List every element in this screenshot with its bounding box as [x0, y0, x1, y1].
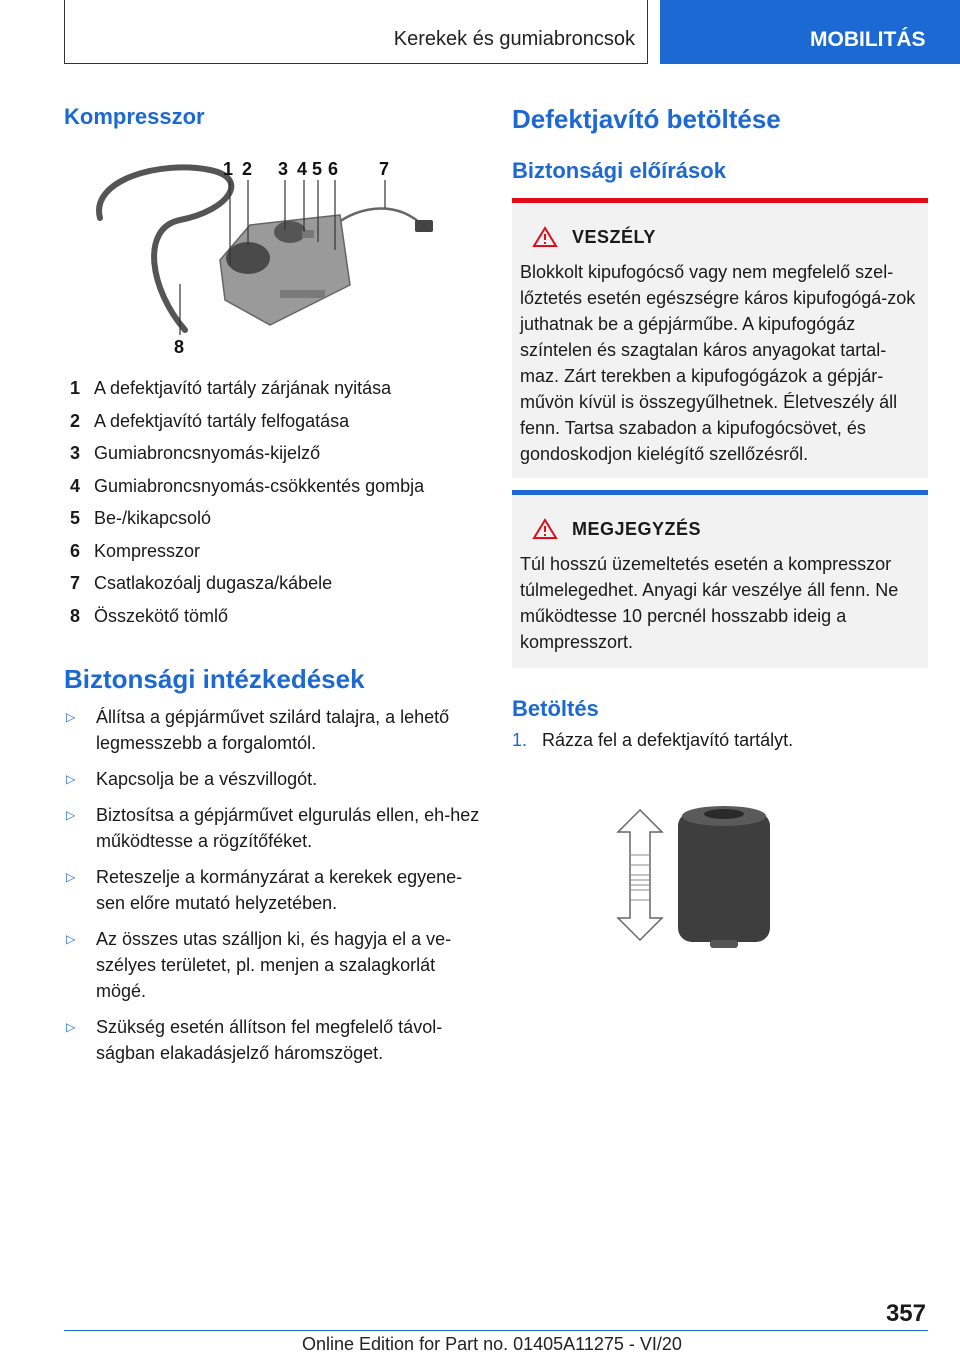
- figure-label-5: 5: [312, 159, 323, 179]
- legend-number: 3: [69, 443, 80, 463]
- legend-item: [64, 411, 484, 444]
- bullet-triangle-icon: ▷: [66, 932, 76, 946]
- figure-label-1: 1: [223, 159, 234, 179]
- legend-text: A defektjavító tartály felfogatása: [94, 410, 350, 431]
- danger-notice: [512, 198, 928, 478]
- header-tab-mobilitas: [660, 0, 960, 64]
- note-text: Túl hosszú üzemeltetés esetén a kompresszor túlmelegedhet. Anyagi kár veszélye áll fenn. Ne működtesse 10 percnél hosszabb ideig a kompresszort.: [520, 554, 899, 652]
- legend-number: 4: [69, 475, 80, 496]
- figure-label-6: 6: [328, 159, 339, 179]
- power-cable: [335, 208, 425, 228]
- figure-label-2: 2: [242, 159, 253, 179]
- bullet-item: [64, 766, 484, 792]
- note-title: MEGJEGYZÉS: [572, 518, 702, 539]
- bullet-item: [64, 802, 484, 854]
- legend-item: [64, 443, 484, 476]
- legend-number: 6: [69, 540, 80, 561]
- warning-triangle-icon: [532, 226, 558, 248]
- power-plug: [415, 220, 433, 232]
- legend-text: A defektjavító tartály zárjának nyitása: [94, 378, 392, 398]
- vent-slot: [280, 290, 325, 298]
- sealant-filling-heading: Defektjavító betöltése: [512, 104, 781, 134]
- legend-item: [64, 476, 484, 509]
- legend-number: 2: [69, 410, 80, 431]
- legend-text: Kompresszor: [94, 540, 201, 561]
- danger-title: VESZÉLY: [572, 226, 656, 247]
- step-text: Rázza fel a defektjavító tartályt.: [542, 730, 794, 750]
- figure-label-8: 8: [174, 337, 185, 357]
- footer-edition-text: Online Edition for Part no. 01405A11275 - VI/20: [302, 1334, 682, 1354]
- legend-number: 5: [69, 508, 80, 528]
- sealant-lock: [226, 242, 270, 274]
- bullet-triangle-icon: ▷: [66, 1020, 76, 1034]
- legend-number: 7: [69, 573, 80, 593]
- shake-bottle-illustration: [600, 800, 780, 950]
- connecting-hose: [99, 167, 231, 330]
- bullet-item: [64, 926, 484, 1004]
- note-notice-header: [532, 513, 920, 545]
- footer-divider: [64, 1330, 928, 1331]
- bullet-triangle-icon: ▷: [66, 710, 76, 724]
- bullet-item: [64, 704, 484, 756]
- step-number: 1.: [512, 730, 528, 750]
- legend-text: Be-/kikapcsoló: [94, 508, 212, 528]
- figure-label-7: 7: [379, 159, 390, 179]
- bullet-triangle-icon: ▷: [66, 808, 76, 822]
- legend-item: [64, 606, 484, 639]
- bullet-text: Szükség esetén állítson fel megfelelő távol-ságban elakadásjelző háromszöget.: [96, 1017, 443, 1063]
- compressor-heading: Kompresszor: [64, 104, 205, 129]
- bullet-item: [64, 1014, 484, 1066]
- header-tab-label: MOBILITÁS: [810, 28, 926, 51]
- figure-label-4: 4: [297, 159, 308, 179]
- legend-number: 8: [69, 605, 80, 626]
- danger-notice-header: [532, 221, 920, 253]
- bullet-text: Reteszelje a kormányzárat a kerekek egyene-sen előre mutató helyzetében.: [96, 867, 463, 913]
- legend-text: Csatlakozóalj dugasza/kábele: [94, 573, 333, 593]
- header-section-title: Kerekek és gumiabroncsok: [393, 28, 635, 50]
- filling-heading: Betöltés: [512, 696, 599, 721]
- bullet-text: Az összes utas szálljon ki, és hagyja el a ve-szélyes területet, pl. menjen a szalagkorlát mögé.: [96, 929, 452, 1001]
- bullet-triangle-icon: ▷: [66, 772, 76, 786]
- legend-number: 1: [69, 378, 80, 398]
- bullet-triangle-icon: ▷: [66, 870, 76, 884]
- legend-item: [64, 541, 484, 574]
- legend-item: [64, 378, 484, 411]
- bullet-text: Állítsa a gépjárművet szilárd talajra, a lehető legmesszebb a forgalomtól.: [96, 707, 450, 753]
- legend-text: Gumiabroncsnyomás-csökkentés gombja: [94, 475, 425, 496]
- step-item: [512, 730, 793, 751]
- safety-rules-heading: Biztonsági előírások: [512, 158, 726, 183]
- sealant-bottle: [678, 812, 770, 942]
- page-number: 357: [885, 1300, 926, 1327]
- figure-label-3: 3: [278, 159, 289, 179]
- legend-item: [64, 508, 484, 541]
- header-section-box: [64, 0, 648, 64]
- bullet-text: Kapcsolja be a vészvillogót.: [96, 769, 318, 789]
- gauge-display: [274, 221, 306, 243]
- safety-measures-heading: Biztonsági intézkedések: [64, 664, 365, 694]
- legend-item: [64, 573, 484, 606]
- bullet-text: Biztosítsa a gépjárművet elgurulás ellen, eh-hez működtesse a rögzítőféket.: [96, 805, 480, 851]
- danger-text: Blokkolt kipufogócső vagy nem megfelelő szel-lőztetés esetén egészségre káros kipufogógá-zok juthatnak be a gépjárműbe. A kipufogógáz színtelen és szagtalan káros anyagokat tartal-maz. Zárt terekben a kipufogógázok a gépjár-művön kívül is összegyűlhetnek. Életveszély áll fenn. Tartsa szabadon a kipufogócsövet, és gondoskodjon kielégítő szellőzésről.: [520, 262, 916, 464]
- component-legend: [64, 378, 484, 638]
- note-notice: [512, 490, 928, 668]
- legend-text: Összekötő tömlő: [94, 605, 229, 626]
- compressor-illustration: [80, 150, 440, 360]
- bullet-item: [64, 864, 484, 916]
- warning-triangle-icon: [532, 518, 558, 540]
- safety-bullet-list: [64, 704, 484, 1076]
- legend-text: Gumiabroncsnyomás-kijelző: [94, 443, 321, 463]
